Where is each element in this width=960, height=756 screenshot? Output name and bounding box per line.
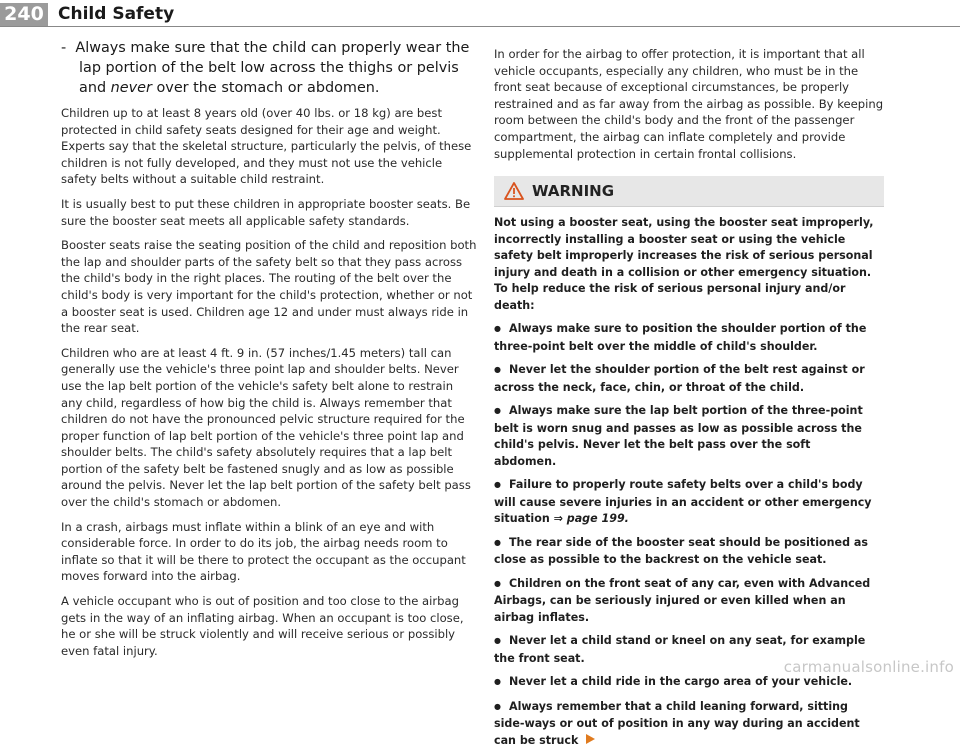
warning-bullet-text: Always remember that a child leaning forward, sitting side-ways or out of position in any way during an accident can be struck [494,699,860,747]
warning-bullet: ● Children on the front seat of any car, even with Advanced Airbags, can be seriously injured or even killed when an airbag inflates. [494,576,874,627]
paragraph-belt-height: Children who are at least 4 ft. 9 in. (57 inches/1.45 meters) tall can generally use the vehicle's three point lap and shoulder belts. Never use the lap belt portion of the vehicle's safety belt alone to restrain any child, regardless of how big the child is. Always remember that children do not have the pronounced pelvic structure required for the proper function of lap belt portion of the vehicle's three point lap and shoulder belts. The child's safety absolutely requires that a lap belt portion of the safety belt be fastened snugly and as low as possible around the pelvis. Never let the lap belt portion of the safety belt pass over the child's stomach or abdomen. [61,345,471,510]
paragraph-airbag-inflate: In a crash, airbags must inflate within a blink of an eye and with considerable force. In order to do its job, the airbag needs room to inflate so that it will be there to protect the occupant as the occupant moves forward into the airbag. [61,519,466,584]
warning-bullet: ● The rear side of the booster seat should be positioned as close as possible to the backrest on the vehicle seat. [494,535,874,569]
paragraph-airbag-protection: In order for the airbag to offer protection, it is important that all vehicle occupants, especially any children, who must be in the front seat because of exceptional circumstances, be properly restrained and as far away from the airbag as possible. By keeping room between the child's body and the front of the passenger compartment, the airbag can inflate completely and provide supplemental protection in certain frontal collisions. [494,47,884,161]
continue-arrow-icon [584,733,596,745]
warning-header [494,176,884,207]
warning-bullet: ● Never let a child ride in the cargo area of your vehicle. [494,674,874,692]
page-header [0,0,960,32]
dash-marker: - [61,40,67,56]
warning-title: WARNING [532,182,615,201]
right-column [494,46,884,756]
warning-bullet: ● Never let the shoulder portion of the belt rest against or across the neck, face, chin, or throat of the child. [494,362,874,396]
page-number: 240 [0,3,48,26]
warning-bullet: ● Always make sure to position the shoulder portion of the three-point belt over the middle of child's shoulder. [494,321,874,355]
warning-bullet: ● Always make sure the lap belt portion of the three-point belt is worn snug and passes as low as possible across the child's pelvis. Never let the belt pass over the soft abdomen. [494,403,874,470]
warning-lead: Not using a booster seat, using the booster seat improperly, incorrectly installing a booster seat or using the vehicle safety belt improperly increases the risk of serious personal injury and death in a collision or other emergency situation. To help reduce the risk of serious personal injury and/or death: [494,216,874,312]
dash-item-text-before: Always make sure that the child can properly wear the lap portion of the belt low across the thighs or pelvis and [75,40,470,96]
paragraph-children-age: Children up to at least 8 years old (over 40 lbs. or 18 kg) are best protected in child safety seats designed for their age and weight. Experts say that the skeletal structure, particularly the pelvis, of these children is not fully developed, and they must not use the vehicle safety belts without a suitable child restraint. [61,106,472,187]
header-rule [0,26,960,27]
warning-bullet [494,477,874,528]
paragraph-out-of-position: A vehicle occupant who is out of position and too close to the airbag gets in the way of an inflating airbag. When an occupant is too close, he or she will be struck violently and will receive serious or possibly even fatal injury. [61,594,464,658]
paragraph-booster-position: Booster seats raise the seating position of the child and reposition both the lap and shoulder parts of the safety belt so that they pass across the child's body in the right places. The routing of the belt over the child's body is very important for the child's protection, whether or not a booster seat is used. Children age 12 and under must always ride in the rear seat. [61,238,477,336]
paragraph-booster-seats: It is usually best to put these children in appropriate booster seats. Be sure the booster seat meets all applicable safety standards. [61,196,471,228]
dash-item-text-after: over the stomach or abdomen. [151,80,380,96]
warning-bullet: ● Never let a child stand or kneel on any seat, for example the front seat. [494,633,874,667]
section-title: Child Safety [58,4,175,24]
watermark: carmanualsonline.info [783,658,954,676]
left-column [61,38,477,667]
warning-triangle-icon [504,182,524,200]
warning-bullet-text: Failure to properly route safety belts over a child's body will cause severe injuries in an accident or other emergency situation [494,478,872,526]
warning-bullet [494,699,874,750]
dash-item-emphasis: never [110,80,152,96]
page-reference-link[interactable]: ⇒ page 199. [553,512,629,526]
dash-list-item [61,38,477,98]
